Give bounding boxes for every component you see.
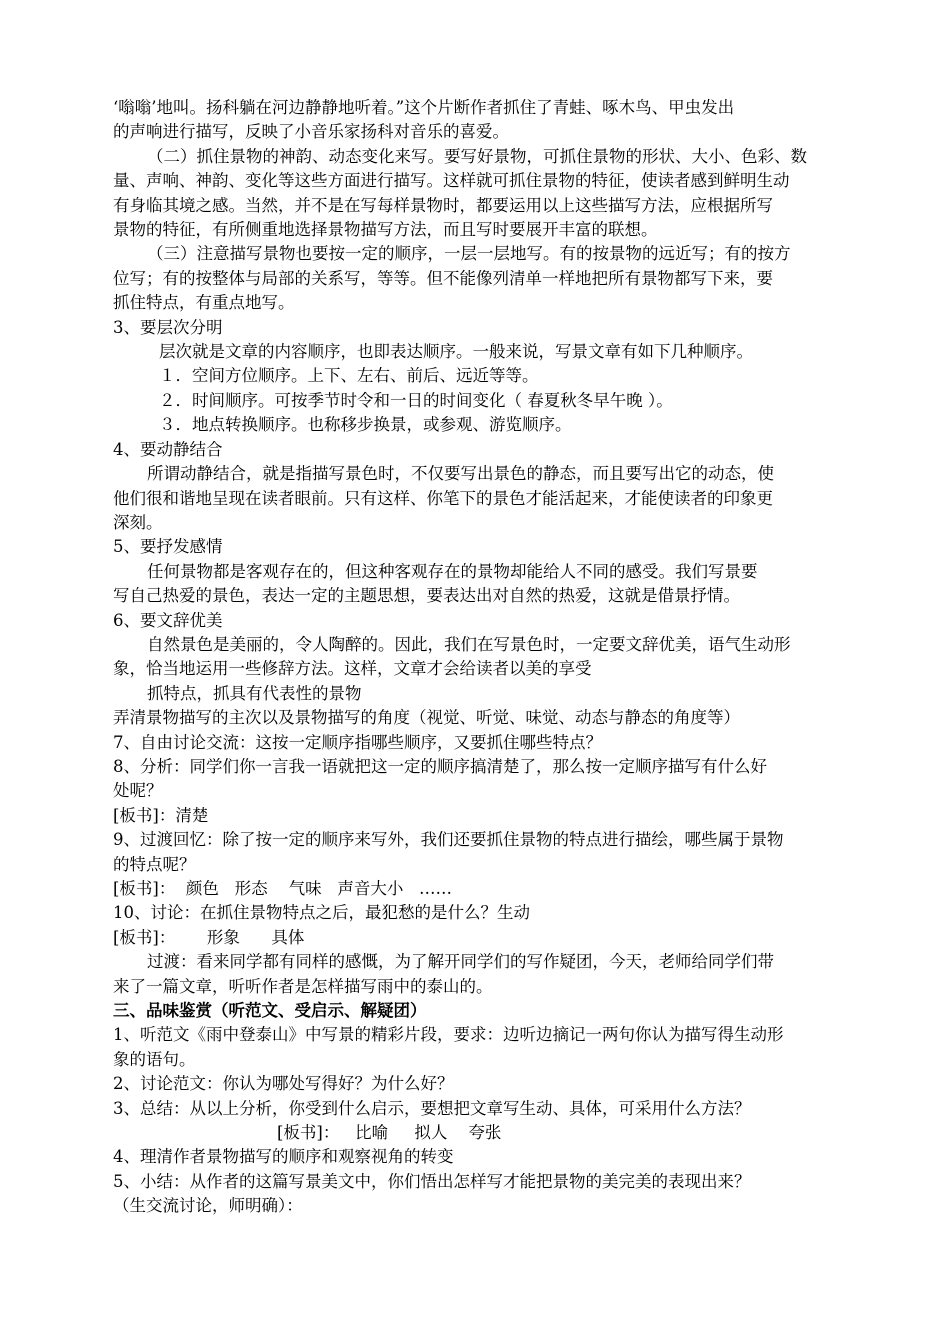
text-line: 自然景色是美丽的，令人陶醉的。因此，我们在写景色时，一定要文辞优美，语气生动形 (147, 634, 791, 654)
text-line: 层次就是文章的内容顺序，也即表达顺序。一般来说，写景文章有如下几种顺序。 (159, 342, 753, 362)
text-line: 抓住特点，有重点地写。 (113, 293, 295, 313)
section-title: 三、品味鉴赏（听范文、受启示、解疑团） (113, 1001, 427, 1021)
text-line: 7、自由讨论交流：这按一定顺序指哪些顺序，又要抓住哪些特点？ (113, 732, 602, 752)
board-note: [板书]：清楚 (113, 805, 209, 825)
text-line: 10、讨论：在抓住景物特点之后，最犯愁的是什么？生动 (113, 903, 530, 923)
text-line: 象的语句。 (113, 1049, 196, 1069)
text-line: 深刻。 (113, 512, 163, 532)
text-line: 3、总结：从以上分析，你受到什么启示，要想把文章写生动、具体，可采用什么方法？ (113, 1098, 751, 1118)
text-line: 位写；有的按整体与局部的关系写，等等。但不能像列清单一样地把所有景物都写下来，要 (113, 268, 773, 288)
text-line: 所谓动静结合，就是指描写景色时，不仅要写出景色的静态，而且要写出它的动态，使 (147, 464, 774, 484)
text-line: 来了一篇文章，听听作者是怎样描写雨中的泰山的。 (113, 976, 493, 996)
text-line: 抓特点，抓具有代表性的景物 (147, 683, 362, 703)
text-line: 的特点呢？ (113, 854, 196, 874)
text-line: 1、听范文《雨中登泰山》中写景的精彩片段，要求：边听边摘记一两句你认为描写得生动形 (113, 1025, 784, 1045)
list-item: ２．时间顺序。可按季节时令和一日的时间变化（ 春夏秋冬早午晚 ）。 (159, 390, 673, 410)
text-line: 景物的特征，有所侧重地选择景物描写方法，而且写时要展开丰富的联想。 (113, 220, 658, 240)
text-line: 弄清景物描写的主次以及景物描写的角度（视觉、听觉、味觉、动态与静态的角度等） (113, 708, 740, 728)
text-line: （三）注意描写景物也要按一定的顺序，一层一层地写。有的按景物的远近写；有的按方 (147, 244, 791, 264)
board-note: [板书]： 比喻 拟人 夸张 (277, 1123, 502, 1143)
text-line: 2、讨论范文：你认为哪处写得好？为什么好？ (113, 1074, 454, 1094)
board-note: [板书]： 颜色 形态 气味 声音大小 …… (113, 879, 453, 898)
board-note: [板书]： 形象 具体 (113, 927, 305, 947)
text-line: （二）抓住景物的神韵、动态变化来写。要写好景物，可抓住景物的形状、大小、色彩、数 (147, 146, 807, 166)
text-line: 任何景物都是客观存在的，但这种客观存在的景物却能给人不同的感受。我们写景要 (147, 561, 758, 581)
text-line: 5、小结：从作者的这篇写景美文中，你们悟出怎样写才能把景物的美完美的表现出来？ (113, 1171, 751, 1191)
list-item: １．空间方位顺序。上下、左右、前后、远近等等。 (159, 366, 539, 386)
section-heading: 5、要抒发感情 (113, 537, 223, 557)
text-line: 过渡：看来同学都有同样的感慨，为了解开同学们的写作疑团，今天，老师给同学们带 (147, 952, 774, 972)
text-line: 象，恰当地运用一些修辞方法。这样，文章才会给读者以美的享受 (113, 659, 592, 679)
text-line: 4、理清作者景物描写的顺序和观察视角的转变 (113, 1147, 454, 1167)
section-heading: 4、要动静结合 (113, 439, 223, 459)
text-line: 8、分析：同学们你一言我一语就把这一定的顺序搞清楚了，那么按一定顺序描写有什么好 (113, 756, 767, 776)
section-heading: 6、要文辞优美 (113, 610, 223, 630)
text-line: ‘嗡嗡’地叫。扬科躺在河边静静地听着。”这个片断作者抓住了青蛙、啄木鸟、甲虫发出 (113, 98, 735, 117)
text-line: 处呢？ (113, 781, 163, 801)
text-line: 量、声响、神韵、变化等这些方面进行描写。这样就可抓住景物的特征，使读者感到鲜明生动 (113, 171, 790, 191)
list-item: ３．地点转换顺序。也称移步换景，或参观、游览顺序。 (159, 415, 572, 435)
text-line: 的声响进行描写，反映了小音乐家扬科对音乐的喜爱。 (113, 122, 509, 142)
text-line: 他们很和谐地呈现在读者眼前。只有这样、你笔下的景色才能活起来，才能使读者的印象更 (113, 488, 773, 508)
document-page (113, 96, 868, 1219)
text-line: （生交流讨论，师明确）： (113, 1196, 303, 1216)
text-line: 9、过渡回忆：除了按一定的顺序来写外，我们还要抓住景物的特点进行描绘，哪些属于景物 (113, 830, 784, 850)
text-line: 写自己热爱的景色，表达一定的主题思想，要表达出对自然的热爱，这就是借景抒情。 (113, 586, 740, 606)
text-line: 有身临其境之感。当然，并不是在写每样景物时，都要运用以上这些描写方法，应根据所写 (113, 195, 773, 215)
section-heading: 3、要层次分明 (113, 317, 223, 337)
